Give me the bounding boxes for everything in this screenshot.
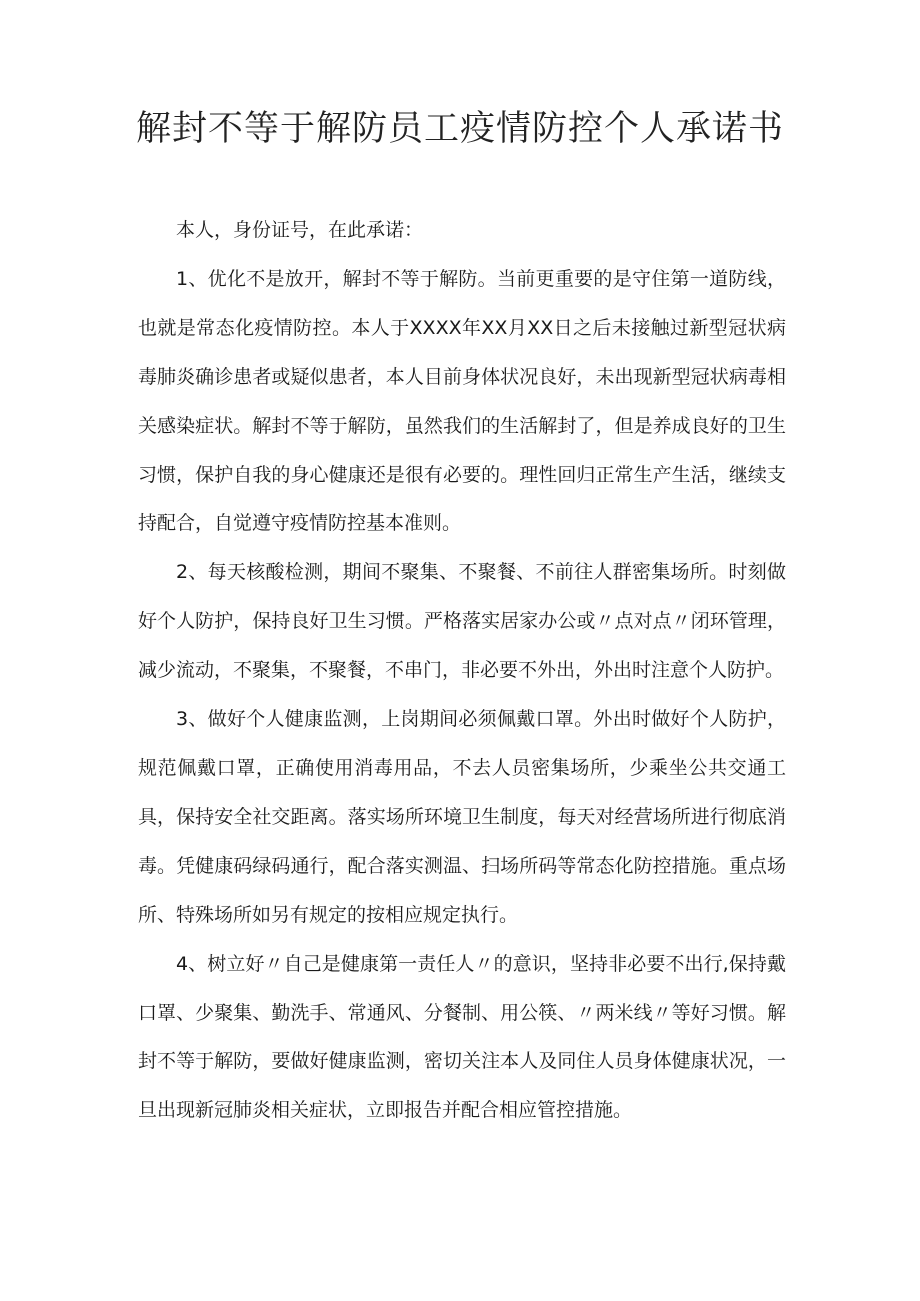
document-body — [138, 206, 786, 1135]
commitment-item-4: 4、树立好〃自己是健康第一责任人〃的意识，坚持非必要不出行,保持戴口罩、少聚集、勤洗手、常通风、分餐制、用公筷、〃两米线〃等好习惯。解封不等于解防，要做好健康监测，密切关注本人及同住人员身体健康状况，一旦出现新冠肺炎相关症状，立即报告并配合相应管控措施。 — [138, 952, 786, 1122]
commitment-item-3: 3、做好个人健康监测，上岗期间必须佩戴口罩。外出时做好个人防护，规范佩戴口罩，正确使用消毒用品，不去人员密集场所，少乘坐公共交通工具，保持安全社交距离。落实场所环境卫生制度，每天对经营场所进行彻底消毒。凭健康码绿码通行，配合落实测温、扫场所码等常态化防控措施。重点场所、特殊场所如另有规定的按相应规定执行。 — [138, 708, 786, 926]
intro-paragraph: 本人，身份证号，在此承诺： — [176, 219, 424, 241]
document-title: 解封不等于解防员工疫情防控个人承诺书 — [135, 109, 784, 149]
commitment-item-1: 1、优化不是放开，解封不等于解防。当前更重要的是守住第一道防线，也就是常态化疫情防控。本人于XXXX年XX月XX日之后未接触过新型冠状病毒肺炎确诊患者或疑似患者，本人目前身体状况良好，未出现新型冠状病毒相关感染症状。解封不等于解防，虽然我们的生活解封了，但是养成良好的卫生习惯，保护自我的身心健康还是很有必要的。理性回归正常生产生活，继续支持配合，自觉遵守疫情防控基本准则。 — [138, 267, 786, 535]
commitment-item-2: 2、每天核酸检测，期间不聚集、不聚餐、不前往人群密集场所。时刻做好个人防护，保持良好卫生习惯。严格落实居家办公或〃点对点〃闭环管理，减少流动，不聚集，不聚餐，不串门，非必要不外出，外出时注意个人防护。 — [138, 561, 786, 682]
